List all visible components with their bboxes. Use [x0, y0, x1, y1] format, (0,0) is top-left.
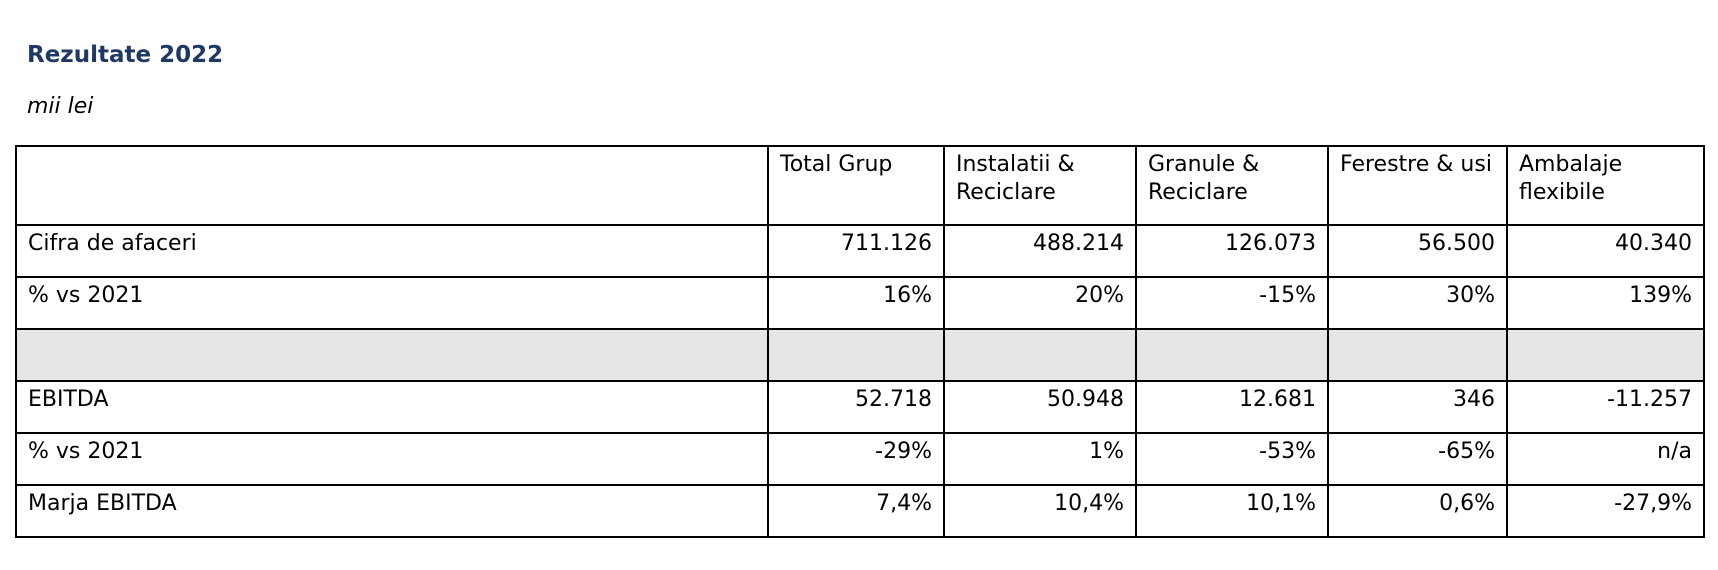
table-row	[16, 381, 1704, 433]
table-row	[16, 485, 1704, 537]
unit-label: mii lei	[27, 94, 94, 119]
row-label: Marja EBITDA	[16, 485, 768, 537]
table-row	[16, 433, 1704, 485]
table-cell: -29%	[768, 433, 944, 485]
table-cell: 488.214	[944, 225, 1136, 277]
row-label: % vs 2021	[16, 433, 768, 485]
table-cell	[1136, 329, 1328, 381]
table-cell: n/a	[1507, 433, 1704, 485]
header-cell-total-grup: Total Grup	[768, 146, 944, 225]
header-cell-label	[16, 146, 768, 225]
table-row	[16, 277, 1704, 329]
table-cell: 0,6%	[1328, 485, 1507, 537]
table-cell: 20%	[944, 277, 1136, 329]
table-cell	[768, 329, 944, 381]
table-cell	[944, 329, 1136, 381]
table-row	[16, 225, 1704, 277]
table-cell: 50.948	[944, 381, 1136, 433]
table-cell: 30%	[1328, 277, 1507, 329]
table-cell: 346	[1328, 381, 1507, 433]
row-label: % vs 2021	[16, 277, 768, 329]
document-title: Rezultate 2022	[27, 42, 224, 68]
spacer-row	[16, 329, 1704, 381]
table-cell: 56.500	[1328, 225, 1507, 277]
table-cell: -53%	[1136, 433, 1328, 485]
header-cell-ferestre-usi: Ferestre & usi	[1328, 146, 1507, 225]
table-cell: 40.340	[1507, 225, 1704, 277]
table-cell: 16%	[768, 277, 944, 329]
results-table	[15, 145, 1705, 538]
table-cell: 139%	[1507, 277, 1704, 329]
table-cell: 1%	[944, 433, 1136, 485]
table-cell: -27,9%	[1507, 485, 1704, 537]
header-cell-ambalaje-flexibile: Ambalaje flexibile	[1507, 146, 1704, 225]
table-cell: -11.257	[1507, 381, 1704, 433]
header-cell-granule-reciclare: Granule & Reciclare	[1136, 146, 1328, 225]
table-cell: 10,1%	[1136, 485, 1328, 537]
row-label	[16, 329, 768, 381]
table-cell: 711.126	[768, 225, 944, 277]
table-header-row	[16, 146, 1704, 225]
table-cell: -65%	[1328, 433, 1507, 485]
table-cell	[1507, 329, 1704, 381]
row-label: Cifra de afaceri	[16, 225, 768, 277]
table-cell: 126.073	[1136, 225, 1328, 277]
table-cell: 10,4%	[944, 485, 1136, 537]
table-cell	[1328, 329, 1507, 381]
table-cell: 7,4%	[768, 485, 944, 537]
header-cell-instalatii-reciclare: Instalatii & Reciclare	[944, 146, 1136, 225]
table-cell: 12.681	[1136, 381, 1328, 433]
table-cell: 52.718	[768, 381, 944, 433]
table-cell: -15%	[1136, 277, 1328, 329]
row-label: EBITDA	[16, 381, 768, 433]
